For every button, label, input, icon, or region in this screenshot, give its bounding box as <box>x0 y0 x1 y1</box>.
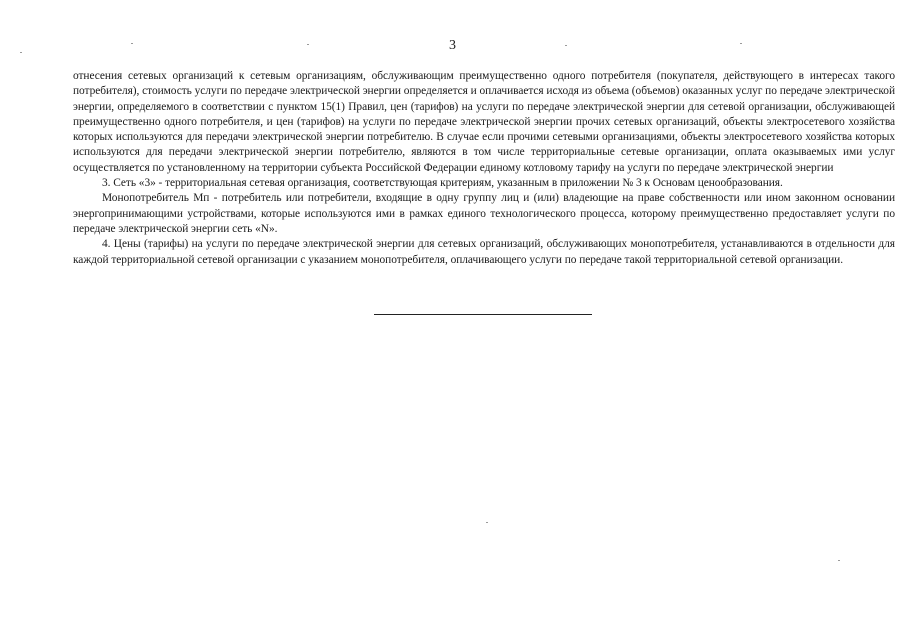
scan-speck <box>565 45 567 46</box>
scan-speck <box>307 44 309 45</box>
scan-speck <box>838 560 840 561</box>
scan-speck <box>131 43 133 44</box>
scan-speck <box>486 522 488 523</box>
document-body <box>73 69 895 268</box>
paragraph-continuation: отнесения сетевых организаций к сетевым организациям, обслуживающим преимущественно одного потребителя (покупателя, действующего в интересах такого потребителя), стоимость услуги по передаче электрической энергии определяется и оплачивается исходя из объема (объемов) оказанных услуг по передаче электрической энергии, определяемого в соответствии с пунктом 15(1) Правил, цен (тарифов) на услуги по передаче электрической энергии для сетевой организации, обслуживающей преимущественно одного потребителя, и цен (тарифов) на услуги по передаче электрической энергии прочих сетевых организаций, объекты электросетевого хозяйства которых используются для передачи электрической энергии потребителю. В случае если прочими сетевыми организациями, объекты электросетевого хозяйства которых используются для передачи электрической энергии потребителю, являются в том числе территориальные сетевые организации, оплата оказываемых ими услуг осуществляется по установленному на территории субъекта Российской Федерации единому котловому тарифу на услуги по передаче электрической энергии <box>73 70 895 174</box>
page-number: 3 <box>449 38 456 53</box>
scan-speck <box>740 43 742 44</box>
end-of-text-rule <box>374 314 592 315</box>
paragraph-monoconsumer: Монопотребитель Мп - потребитель или потребители, входящие в одну группу лиц и (или) владеющие на праве собственности или ином законном основании энергопринимающими устройствами, которые используются ими в рамках единого технологического процесса, которому преимущественно предоставляет услуги по передаче электрической энергии сеть «N». <box>73 192 895 235</box>
paragraph-item-4: 4. Цены (тарифы) на услуги по передаче электрической энергии для сетевых организаций, обслуживающих монопотребителя, устанавливаются в отдельности для каждой территориальной сетевой организации с указанием монопотребителя, оплачивающего услуги по передаче такой территориальной сетевой организации. <box>73 238 895 266</box>
scan-speck <box>20 52 22 53</box>
paragraph-item-3: 3. Сеть «3» - территориальная сетевая организация, соответствующая критериям, указанным в приложении № 3 к Основам ценообразования. <box>102 177 783 190</box>
